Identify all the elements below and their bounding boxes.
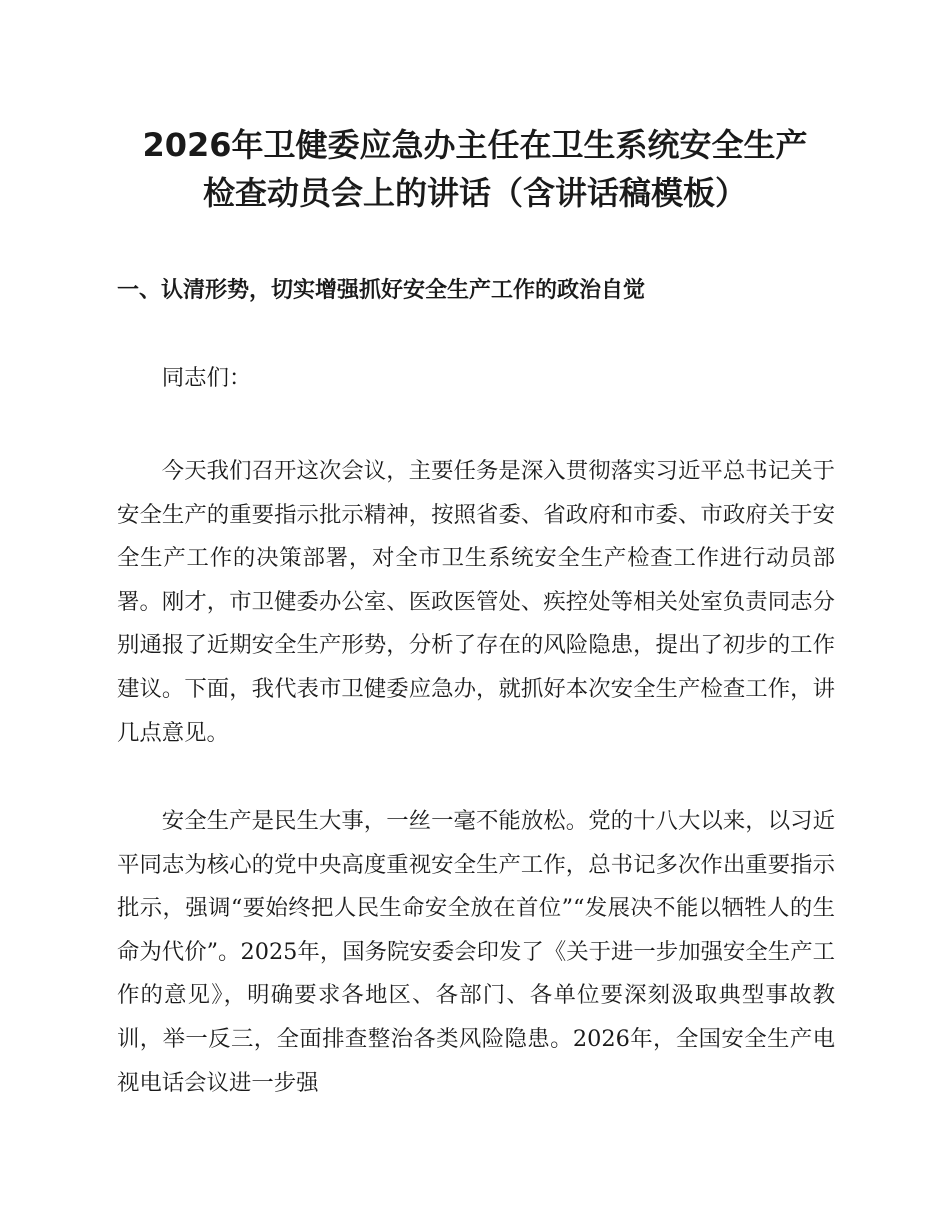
title-line-1: 2026年卫健委应急办主任在卫生系统安全生产 bbox=[142, 126, 808, 164]
greeting: 同志们： bbox=[161, 365, 252, 391]
title-line-2: 检查动员会上的讲话（含讲话稿模板） bbox=[202, 174, 747, 212]
document-title bbox=[60, 121, 890, 217]
body-paragraph-2: 安全生产是民生大事，一丝一毫不能放松。党的十八大以来，以习近平同志为核心的党中央高度重视安全生产工作，总书记多次作出重要指示批示，强调“要始终把人民生命安全放在首位”“发展决不能以牺牲人的生命为代价”。2025年，国务院安委会印发了《关于进一步加强安全生产工作的意见》，明确要求各地区、各部门、各单位要深刻汲取典型事故教训，举一反三，全面排查整治各类风险隐患。2026年，全国安全生产电视电话会议进一步强 bbox=[117, 808, 835, 1096]
section-heading: 一、认清形势，切实增强抓好安全生产工作的政治自觉 bbox=[117, 278, 646, 303]
body-paragraph-1: 今天我们召开这次会议，主要任务是深入贯彻落实习近平总书记关于安全生产的重要指示批示精神，按照省委、省政府和市委、市政府关于安全生产工作的决策部署，对全市卫生系统安全生产检查工作进行动员部署。刚才，市卫健委办公室、医政医管处、疾控处等相关处室负责同志分别通报了近期安全生产形势，分析了存在的风险隐患，提出了初步的工作建议。下面，我代表市卫健委应急办，就抓好本次安全生产检查工作，讲几点意见。 bbox=[117, 458, 835, 746]
